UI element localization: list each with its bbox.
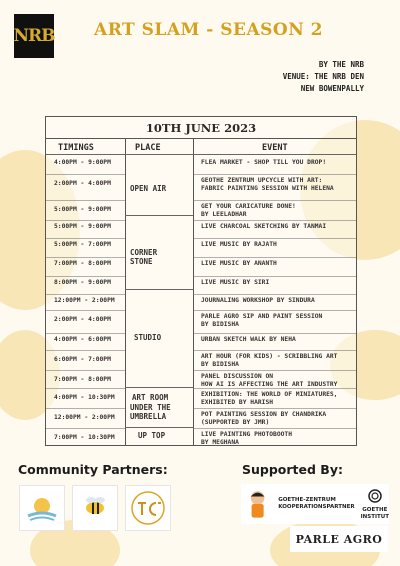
event-cell: PARLE AGRO SIP AND PAINT SESSION bbox=[201, 313, 323, 320]
event-cell: PANEL DISCUSSION ON bbox=[201, 373, 274, 380]
row-divider bbox=[193, 310, 356, 311]
row-divider bbox=[46, 333, 125, 334]
row-divider bbox=[193, 174, 356, 175]
place-corner-stone-line1: CORNER bbox=[130, 248, 158, 257]
goethe-institut-label-2: INSTITUT bbox=[360, 513, 389, 520]
row-divider bbox=[193, 257, 356, 258]
event-cell: LIVE MUSIC BY SIRI bbox=[201, 279, 270, 286]
row-divider bbox=[193, 350, 356, 351]
row-divider bbox=[193, 238, 356, 239]
time-cell: 4:00PM - 6:00PM bbox=[54, 336, 111, 343]
place-under-umbrella-line1: UNDER THE bbox=[130, 403, 171, 412]
by-line: BY THE NRB bbox=[318, 60, 364, 69]
row-divider bbox=[193, 408, 356, 409]
time-cell: 5:00PM - 9:00PM bbox=[54, 223, 111, 230]
goethe-institut-icon bbox=[368, 489, 382, 503]
row-divider bbox=[46, 370, 125, 371]
place-corner-stone-line2: STONE bbox=[130, 257, 153, 266]
time-cell: 5:00PM - 7:00PM bbox=[54, 241, 111, 248]
place-divider bbox=[125, 289, 193, 290]
mascot-icon bbox=[241, 484, 274, 524]
event-cell: ART HOUR (FOR KIDS) - SCRIBBLING ART bbox=[201, 353, 338, 360]
page-title: ART SLAM - SEASON 2 bbox=[94, 20, 324, 40]
place-divider bbox=[125, 387, 193, 388]
goethe-sponsor bbox=[241, 484, 389, 524]
time-cell: 12:00PM - 2:00PM bbox=[54, 297, 115, 304]
row-divider bbox=[46, 154, 356, 155]
parle-agro-sponsor bbox=[290, 526, 388, 552]
goethe-institut-label: GOETHE bbox=[362, 506, 388, 513]
time-cell: 8:00PM - 9:00PM bbox=[54, 279, 111, 286]
event-cell: (SUPPORTED BY JMR) bbox=[201, 419, 270, 426]
header-timings: TIMINGS bbox=[58, 143, 94, 153]
place-divider bbox=[125, 215, 193, 216]
community-partners-title: Community Partners: bbox=[18, 462, 168, 477]
event-cell: LIVE MUSIC BY ANANTH bbox=[201, 260, 277, 267]
row-divider bbox=[46, 294, 125, 295]
time-cell: 4:00PM - 9:00PM bbox=[54, 159, 111, 166]
location-line: NEW BOWENPALLY bbox=[300, 84, 364, 93]
time-cell: 5:00PM - 9:00PM bbox=[54, 206, 111, 213]
bee-logo-icon bbox=[75, 488, 115, 528]
event-cell: JOURNALING WORKSHOP BY SINDURA bbox=[201, 297, 315, 304]
column-divider bbox=[193, 139, 194, 445]
event-cell: GET YOUR CARICATURE DONE! bbox=[201, 203, 296, 210]
row-divider bbox=[46, 200, 125, 201]
partner-logo bbox=[72, 485, 118, 531]
time-cell: 6:00PM - 7:00PM bbox=[54, 356, 111, 363]
row-divider bbox=[193, 276, 356, 277]
event-cell: BY MEGHANA bbox=[201, 439, 239, 446]
row-divider bbox=[193, 428, 356, 429]
event-cell: HOW AI IS AFFECTING THE ART INDUSTRY bbox=[201, 381, 338, 388]
row-divider bbox=[193, 294, 356, 295]
place-art-room: ART ROOM bbox=[132, 393, 169, 402]
row-divider bbox=[193, 200, 356, 201]
event-cell: BY BIDISHA bbox=[201, 361, 239, 368]
time-cell: 2:00PM - 4:00PM bbox=[54, 316, 111, 323]
event-cell: LIVE MUSIC BY RAJATH bbox=[201, 241, 277, 248]
event-cell: BY LEELADHAR bbox=[201, 211, 247, 218]
row-divider bbox=[193, 333, 356, 334]
time-cell: 4:00PM - 10:30PM bbox=[54, 394, 115, 401]
row-divider bbox=[46, 220, 125, 221]
parle-agro-label: PARLE AGRO bbox=[295, 532, 383, 546]
nrb-logo bbox=[14, 14, 54, 58]
event-cell: EXHIBITED BY HARISH bbox=[201, 399, 274, 406]
event-cell: FABRIC PAINTING SESSION WITH HELENA bbox=[201, 185, 334, 192]
row-divider bbox=[193, 220, 356, 221]
partner-logo bbox=[19, 485, 65, 531]
row-divider bbox=[46, 174, 125, 175]
schedule-date: 10TH JUNE 2023 bbox=[46, 117, 356, 139]
place-under-umbrella-line2: UMBRELLA bbox=[130, 412, 167, 421]
row-divider bbox=[46, 388, 125, 389]
event-cell: GEOTHE ZENTRUM UPCYCLE WITH ART: bbox=[201, 177, 323, 184]
column-divider bbox=[125, 139, 126, 445]
venue-line: VENUE: THE NRB DEN bbox=[282, 72, 364, 81]
partner-logo bbox=[125, 485, 171, 531]
time-cell: 7:00PM - 10:30PM bbox=[54, 434, 115, 441]
row-divider bbox=[46, 310, 125, 311]
row-divider bbox=[46, 428, 125, 429]
event-cell: FLEA MARKET - SHOP TILL YOU DROP! bbox=[201, 159, 327, 166]
event-cell: URBAN SKETCH WALK BY NEHA bbox=[201, 336, 296, 343]
place-studio: STUDIO bbox=[134, 333, 162, 342]
supported-by-title: Supported By: bbox=[242, 462, 343, 477]
row-divider bbox=[193, 370, 356, 371]
schedule-table bbox=[45, 116, 357, 446]
place-open-air: OPEN AIR bbox=[130, 184, 167, 193]
time-cell: 12:00PM - 2:00PM bbox=[54, 414, 115, 421]
header-event: EVENT bbox=[262, 143, 288, 153]
row-divider bbox=[46, 408, 125, 409]
place-divider bbox=[125, 427, 193, 428]
logo-text: NRB bbox=[13, 26, 55, 46]
place-up-top: UP TOP bbox=[138, 431, 166, 440]
time-cell: 2:00PM - 4:00PM bbox=[54, 180, 111, 187]
goethe-partner-label: KOOPERATIONSPARTNER bbox=[278, 504, 355, 510]
header-place: PLACE bbox=[135, 143, 161, 153]
row-divider bbox=[46, 350, 125, 351]
row-divider bbox=[193, 388, 356, 389]
goethe-zentrum-label: GOETHE-ZENTRUM bbox=[278, 497, 336, 503]
event-cell: POT PAINTING SESSION BY CHANDRIKA bbox=[201, 411, 327, 418]
event-cell: EXHIBITION: THE WORLD OF MINIATURES, bbox=[201, 391, 338, 398]
tcf-logo-icon bbox=[128, 488, 168, 528]
time-cell: 7:00PM - 8:00PM bbox=[54, 260, 111, 267]
row-divider bbox=[46, 276, 125, 277]
event-cell: LIVE CHARCOAL SKETCHING BY TANMAI bbox=[201, 223, 327, 230]
event-cell: LIVE PAINTING PHOTOBOOTH bbox=[201, 431, 292, 438]
sun-logo-icon bbox=[22, 488, 62, 528]
time-cell: 7:00PM - 8:00PM bbox=[54, 376, 111, 383]
row-divider bbox=[46, 257, 125, 258]
row-divider bbox=[46, 238, 125, 239]
event-cell: BY BIDISHA bbox=[201, 321, 239, 328]
